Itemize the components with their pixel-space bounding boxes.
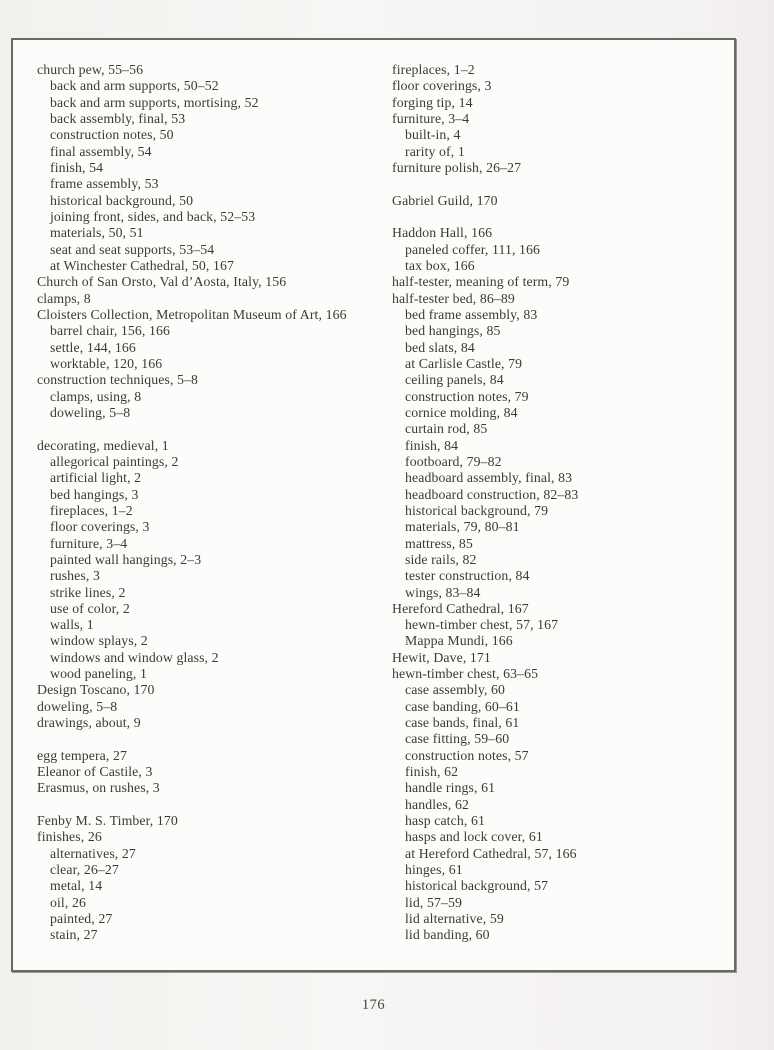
index-entry: bed hangings, 3 bbox=[50, 486, 139, 502]
index-entry: walls, 1 bbox=[50, 617, 94, 633]
index-entry: at Carlisle Castle, 79 bbox=[405, 355, 523, 371]
index-entry: Church of San Orsto, Val d’Aosta, Italy, 156 bbox=[37, 274, 287, 290]
index-entry: barrel chair, 156, 166 bbox=[50, 323, 171, 339]
index-entry: furniture, 3–4 bbox=[50, 535, 128, 551]
index-entry: finishes, 26 bbox=[37, 829, 102, 845]
index-entry: hasp catch, 61 bbox=[405, 813, 485, 829]
page-number: 176 bbox=[361, 997, 386, 1013]
index-entry: bed hangings, 85 bbox=[405, 323, 501, 339]
index-entry: headboard assembly, final, 83 bbox=[405, 470, 573, 486]
index-spacer bbox=[37, 797, 385, 813]
page-border-frame bbox=[11, 38, 736, 972]
index-entry: case assembly, 60 bbox=[405, 682, 506, 698]
index-entry: floor coverings, 3 bbox=[392, 78, 492, 94]
index-entry: Fenby M. S. Timber, 170 bbox=[37, 813, 178, 829]
index-entry: oil, 26 bbox=[50, 894, 86, 910]
index-entry: forging tip, 14 bbox=[392, 94, 473, 110]
index-entry: Cloisters Collection, Metropolitan Museum of Art, 166 bbox=[37, 306, 347, 322]
index-entry: Erasmus, on rushes, 3 bbox=[37, 780, 160, 796]
index-entry: lid, 57–59 bbox=[405, 894, 462, 910]
index-entry: hewn-timber chest, 63–65 bbox=[392, 666, 539, 682]
index-entry: materials, 50, 51 bbox=[50, 225, 144, 241]
index-entry: use of color, 2 bbox=[50, 600, 130, 616]
index-entry: handles, 62 bbox=[405, 796, 469, 812]
index-entry: furniture, 3–4 bbox=[392, 110, 470, 126]
index-entry: Mappa Mundi, 166 bbox=[405, 633, 513, 649]
index-entry: frame assembly, 53 bbox=[50, 176, 159, 192]
index-entry: clear, 26–27 bbox=[50, 862, 119, 878]
index-entry: furniture polish, 26–27 bbox=[392, 159, 522, 175]
index-entry: wood paneling, 1 bbox=[50, 666, 148, 682]
index-entry: bed frame assembly, 83 bbox=[405, 306, 538, 322]
index-spacer bbox=[37, 731, 385, 747]
index-entry: mattress, 85 bbox=[405, 535, 473, 551]
index-entry: alternatives, 27 bbox=[50, 845, 136, 861]
index-entry: bed slats, 84 bbox=[405, 339, 475, 355]
index-entry: historical background, 50 bbox=[50, 192, 194, 208]
index-entry: metal, 14 bbox=[50, 878, 103, 894]
index-entry: rushes, 3 bbox=[50, 568, 100, 584]
index-entry: Hewit, Dave, 171 bbox=[392, 649, 491, 665]
index-entry: clamps, using, 8 bbox=[50, 388, 142, 404]
index-entry: ceiling panels, 84 bbox=[405, 372, 504, 388]
index-entry: handle rings, 61 bbox=[405, 780, 496, 796]
index-entry: tax box, 166 bbox=[405, 257, 475, 273]
index-entry: headboard construction, 82–83 bbox=[405, 486, 579, 502]
index-entry: side rails, 82 bbox=[405, 551, 477, 567]
index-entry: back and arm supports, mortising, 52 bbox=[50, 94, 259, 110]
index-entry: paneled coffer, 111, 166 bbox=[405, 241, 541, 257]
index-entry: construction notes, 50 bbox=[50, 127, 174, 143]
index-entry: built-in, 4 bbox=[405, 127, 461, 143]
index-entry: lid alternative, 59 bbox=[405, 911, 504, 927]
index-entry: Gabriel Guild, 170 bbox=[392, 192, 498, 208]
index-entry: painted, 27 bbox=[50, 911, 113, 927]
index-entry: strike lines, 2 bbox=[50, 584, 126, 600]
index-entry: footboard, 79–82 bbox=[405, 453, 502, 469]
index-entry: clamps, 8 bbox=[37, 290, 91, 306]
index-entry: joining front, sides, and back, 52–53 bbox=[50, 208, 256, 224]
index-entry: Haddon Hall, 166 bbox=[392, 225, 493, 241]
index-entry: painted wall hangings, 2–3 bbox=[50, 551, 202, 567]
index-entry: seat and seat supports, 53–54 bbox=[50, 241, 215, 257]
index-entry: settle, 144, 166 bbox=[50, 339, 136, 355]
index-entry: hewn-timber chest, 57, 167 bbox=[405, 617, 559, 633]
index-entry: final assembly, 54 bbox=[50, 143, 152, 159]
index-entry: case banding, 60–61 bbox=[405, 698, 520, 714]
index-entry: church pew, 55–56 bbox=[37, 62, 144, 77]
index-column-left bbox=[37, 62, 385, 944]
index-entry: egg tempera, 27 bbox=[37, 747, 127, 763]
index-entry: decorating, medieval, 1 bbox=[37, 437, 169, 453]
index-entry: wings, 83–84 bbox=[405, 584, 481, 600]
index-entry: allegorical paintings, 2 bbox=[50, 453, 179, 469]
index-entry: Design Toscano, 170 bbox=[37, 682, 155, 698]
index-entry: construction notes, 79 bbox=[405, 388, 529, 404]
index-entry: Hereford Cathedral, 167 bbox=[392, 600, 529, 616]
index-entry: Eleanor of Castile, 3 bbox=[37, 764, 153, 780]
index-entry: lid banding, 60 bbox=[405, 927, 490, 943]
index-entry: at Winchester Cathedral, 50, 167 bbox=[50, 257, 234, 273]
index-entry: stain, 27 bbox=[50, 927, 98, 943]
index-entry: hasps and lock cover, 61 bbox=[405, 829, 543, 845]
index-entry: finish, 62 bbox=[405, 764, 459, 780]
index-spacer bbox=[392, 209, 722, 225]
index-entry: windows and window glass, 2 bbox=[50, 649, 219, 665]
index-spacer bbox=[392, 176, 722, 192]
index-entry: materials, 79, 80–81 bbox=[405, 519, 520, 535]
index-entry: doweling, 5–8 bbox=[37, 698, 118, 714]
index-entry: window splays, 2 bbox=[50, 633, 148, 649]
index-entry: half-tester bed, 86–89 bbox=[392, 290, 515, 306]
index-entry: case fitting, 59–60 bbox=[405, 731, 510, 747]
index-entry: finish, 54 bbox=[50, 159, 104, 175]
index-entry: finish, 84 bbox=[405, 437, 459, 453]
index-entry: doweling, 5–8 bbox=[50, 404, 131, 420]
index-entry: construction notes, 57 bbox=[405, 747, 529, 763]
index-entry: cornice molding, 84 bbox=[405, 404, 518, 420]
index-entry: back assembly, final, 53 bbox=[50, 110, 186, 126]
index-entry: hinges, 61 bbox=[405, 862, 463, 878]
index-entry: at Hereford Cathedral, 57, 166 bbox=[405, 845, 577, 861]
index-entry: historical background, 79 bbox=[405, 502, 549, 518]
index-entry: artificial light, 2 bbox=[50, 470, 142, 486]
index-entry: tester construction, 84 bbox=[405, 568, 530, 584]
index-spacer bbox=[37, 421, 385, 437]
index-column-right bbox=[392, 62, 722, 944]
index-entry: historical background, 57 bbox=[405, 878, 549, 894]
index-entry: fireplaces, 1–2 bbox=[50, 502, 133, 518]
index-entry: drawings, about, 9 bbox=[37, 715, 141, 731]
index-entry: curtain rod, 85 bbox=[405, 421, 488, 437]
index-entry: back and arm supports, 50–52 bbox=[50, 78, 219, 94]
index-entry: construction techniques, 5–8 bbox=[37, 372, 199, 388]
index-entry: rarity of, 1 bbox=[405, 143, 465, 159]
index-entry: case bands, final, 61 bbox=[405, 715, 520, 731]
index-entry: worktable, 120, 166 bbox=[50, 355, 163, 371]
index-entry: half-tester, meaning of term, 79 bbox=[392, 274, 570, 290]
index-entry: floor coverings, 3 bbox=[50, 519, 150, 535]
index-entry: fireplaces, 1–2 bbox=[392, 62, 475, 77]
